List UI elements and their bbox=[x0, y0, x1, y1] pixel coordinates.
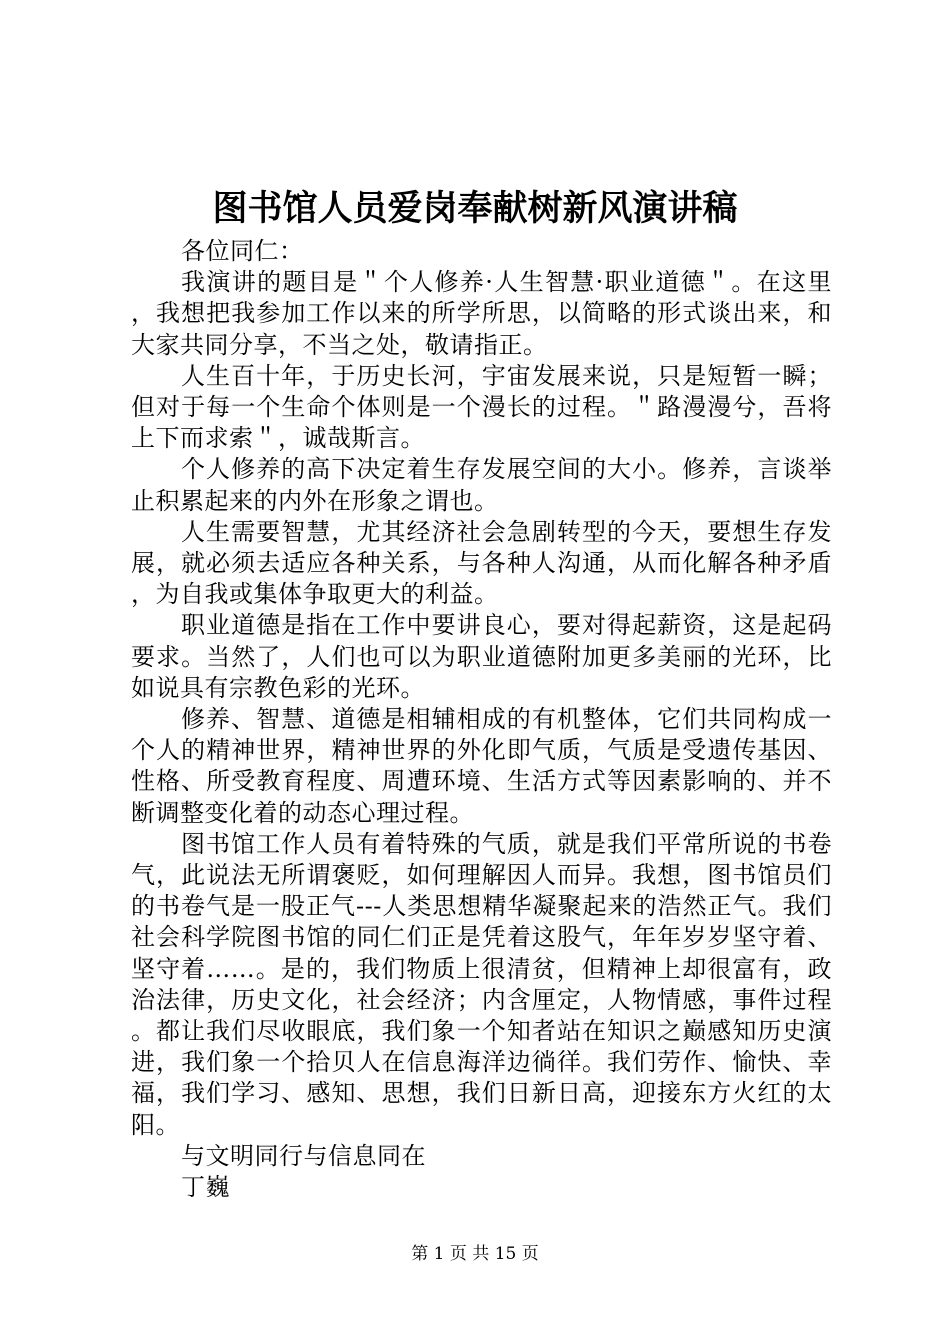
page-number-footer: 第 1 页 共 15 页 bbox=[411, 1244, 539, 1264]
author-signature: 丁巍 bbox=[181, 1173, 230, 1202]
temperament-paragraph: 修养、智慧、道德是相辅相成的有机整体，它们共同构成一个人的精神世界，精神世界的外化即气质，气质是受遗传基因、性格、所受教育程度、周遭环境、生活方式等因素影响的、并不断调整变化着的动态心理过程。 bbox=[131, 705, 832, 827]
library-staff-paragraph: 图书馆工作人员有着特殊的气质，就是我们平常所说的书卷气，此说法无所谓褒贬，如何理解因人而异。我想，图书馆员们的书卷气是一股正气---人类思想精华凝聚起来的浩然正气。我们社会科学院图书馆的同仁们正是凭着这股气，年年岁岁坚守着、坚守着……。是的，我们物质上很清贫，但精神上却很富有，政治法律，历史文化，社会经济；内含厘定，人物情感，事件过程。都让我们尽收眼底，我们象一个知者站在知识之巅感知历史演进，我们象一个拾贝人在信息海洋边徜徉。我们劳作、愉快、幸福，我们学习、感知、思想，我们日新日高，迎接东方火红的太阳。 bbox=[131, 829, 832, 1139]
document-body bbox=[131, 236, 832, 1203]
life-paragraph: 人生百十年，于历史长河，宇宙发展来说，只是短暂一瞬；但对于每一个生命个体则是一个漫长的过程。＂路漫漫兮，吾将上下而求索＂，诚哉斯言。 bbox=[131, 361, 832, 453]
speech-topic-paragraph: 我演讲的题目是＂个人修养·人生智慧·职业道德＂。在这里，我想把我参加工作以来的所学所思，以简略的形式谈出来，和大家共同分享，不当之处，敬请指正。 bbox=[131, 268, 832, 359]
closing-slogan-paragraph: 与文明同行与信息同在 bbox=[181, 1141, 426, 1170]
wisdom-paragraph: 人生需要智慧，尤其经济社会急剧转型的今天，要想生存发展，就必须去适应各种关系，与各种人沟通，从而化解各种矛盾，为自我或集体争取更大的利益。 bbox=[131, 517, 832, 609]
cultivation-paragraph: 个人修养的高下决定着生存发展空间的大小。修养，言谈举止积累起来的内外在形象之谓也。 bbox=[131, 455, 832, 515]
salutation-paragraph: 各位同仁： bbox=[181, 237, 304, 265]
ethics-paragraph: 职业道德是指在工作中要讲良心，要对得起薪资，这是起码要求。当然了，人们也可以为职业道德附加更多美丽的光环，比如说具有宗教色彩的光环。 bbox=[131, 611, 832, 702]
document-title: 图书馆人员爱岗奉献树新风演讲稿 bbox=[212, 188, 738, 229]
